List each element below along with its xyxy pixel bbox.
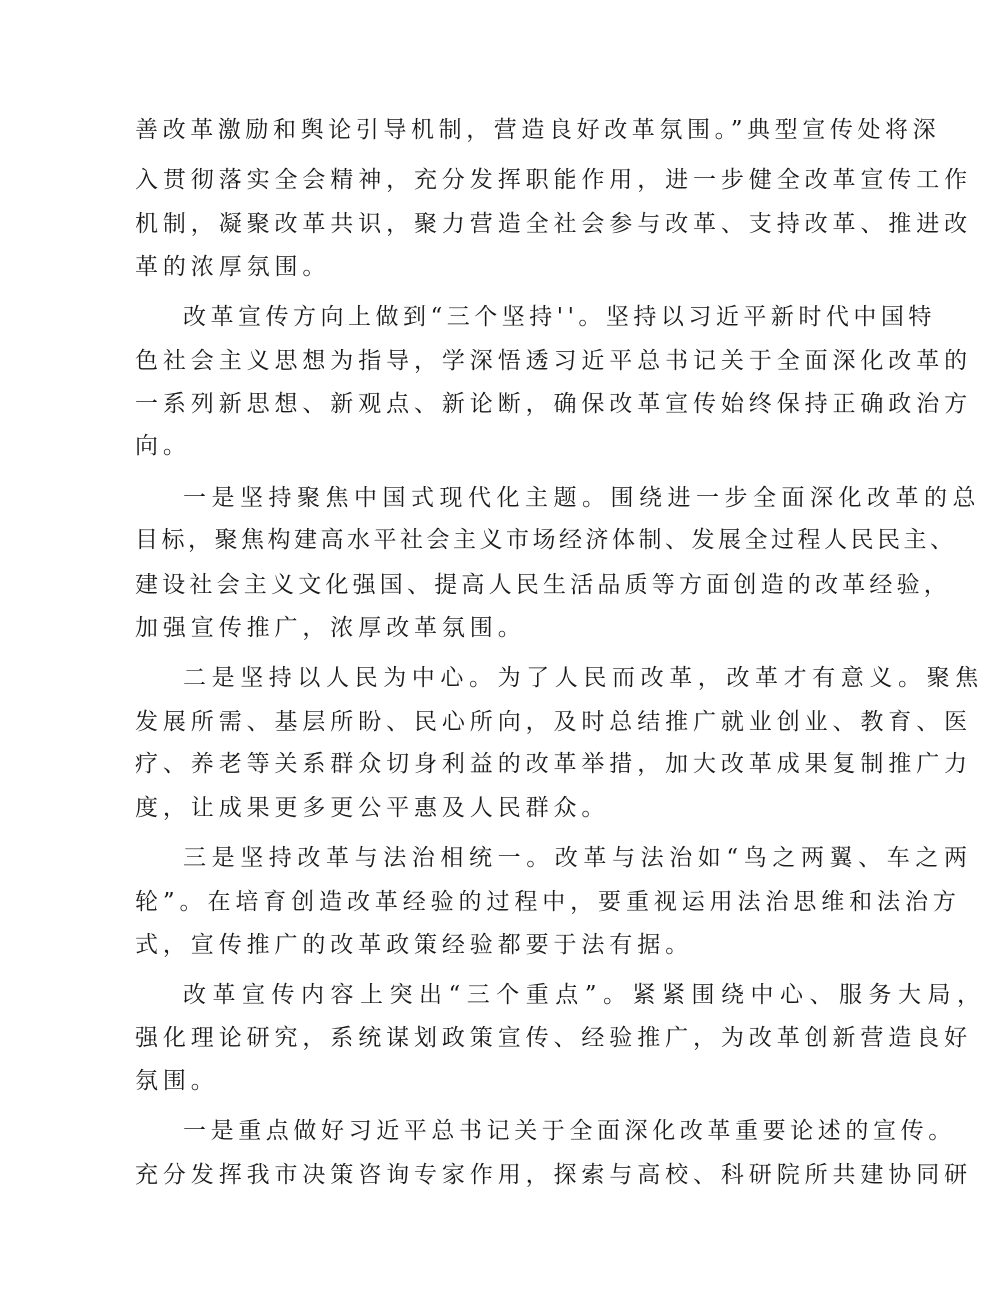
text-line: 革的浓厚氛围。 bbox=[135, 254, 331, 280]
text-line: 善改革激励和舆论引导机制，营造良好改革氛围。”典型宣传处将深 bbox=[135, 117, 941, 143]
text-line: 色社会主义思想为指导，学深悟透习近平总书记关于全面深化改革的 bbox=[135, 348, 972, 374]
text-line: 疗、养老等关系群众切身利益的改革举措，加大改革成果复制推广力 bbox=[135, 751, 972, 777]
text-line: 入贯彻落实全会精神，充分发挥职能作用，进一步健全改革宣传工作 bbox=[135, 167, 972, 193]
text-line: 目标，聚焦构建高水平社会主义市场经济体制、发展全过程人民民主、 bbox=[135, 527, 957, 553]
text-line: 轮”。在培育创造改革经验的过程中，要重视运用法治思维和法治方 bbox=[135, 889, 961, 915]
text-line: 度，让成果更多更公平惠及人民群众。 bbox=[135, 795, 610, 821]
text-line: 一是坚持聚焦中国式现代化主题。围绕进一步全面深化改革的总 bbox=[183, 485, 981, 511]
text-line: 式，宣传推广的改革政策经验都要于法有据。 bbox=[135, 932, 693, 958]
text-line: 向。 bbox=[135, 433, 191, 459]
text-line: 机制，凝聚改革共识，聚力营造全社会参与改革、支持改革、推进改 bbox=[135, 211, 972, 237]
text-line: 三是坚持改革与法治相统一。改革与法治如“鸟之两翼、车之两 bbox=[183, 845, 973, 871]
text-line: 充分发挥我市决策咨询专家作用，探索与高校、科研院所共建协同研 bbox=[135, 1162, 972, 1188]
text-line: 一是重点做好习近平总书记关于全面深化改革重要论述的宣传。 bbox=[183, 1118, 956, 1144]
text-line: 建设社会主义文化强国、提高人民生活品质等方面创造的改革经验， bbox=[135, 572, 951, 598]
text-line: 强化理论研究，系统谋划政策宣传、经验推广，为改革创新营造良好 bbox=[135, 1025, 972, 1051]
text-line: 二是坚持以人民为中心。为了人民而改革，改革才有意义。聚焦 bbox=[183, 665, 984, 691]
text-line: 改革宣传方向上做到“三个坚持''。坚持以习近平新时代中国特 bbox=[183, 304, 936, 330]
text-line: 改革宣传内容上突出“三个重点”。紧紧围绕中心、服务大局， bbox=[183, 982, 987, 1008]
text-line: 一系列新思想、新观点、新论断，确保改革宣传始终保持正确政治方 bbox=[135, 391, 972, 417]
text-line: 发展所需、基层所盼、民心所向，及时总结推广就业创业、教育、医 bbox=[135, 709, 972, 735]
text-line: 加强宣传推广，浓厚改革氛围。 bbox=[135, 615, 526, 641]
text-line: 氛围。 bbox=[135, 1068, 219, 1094]
